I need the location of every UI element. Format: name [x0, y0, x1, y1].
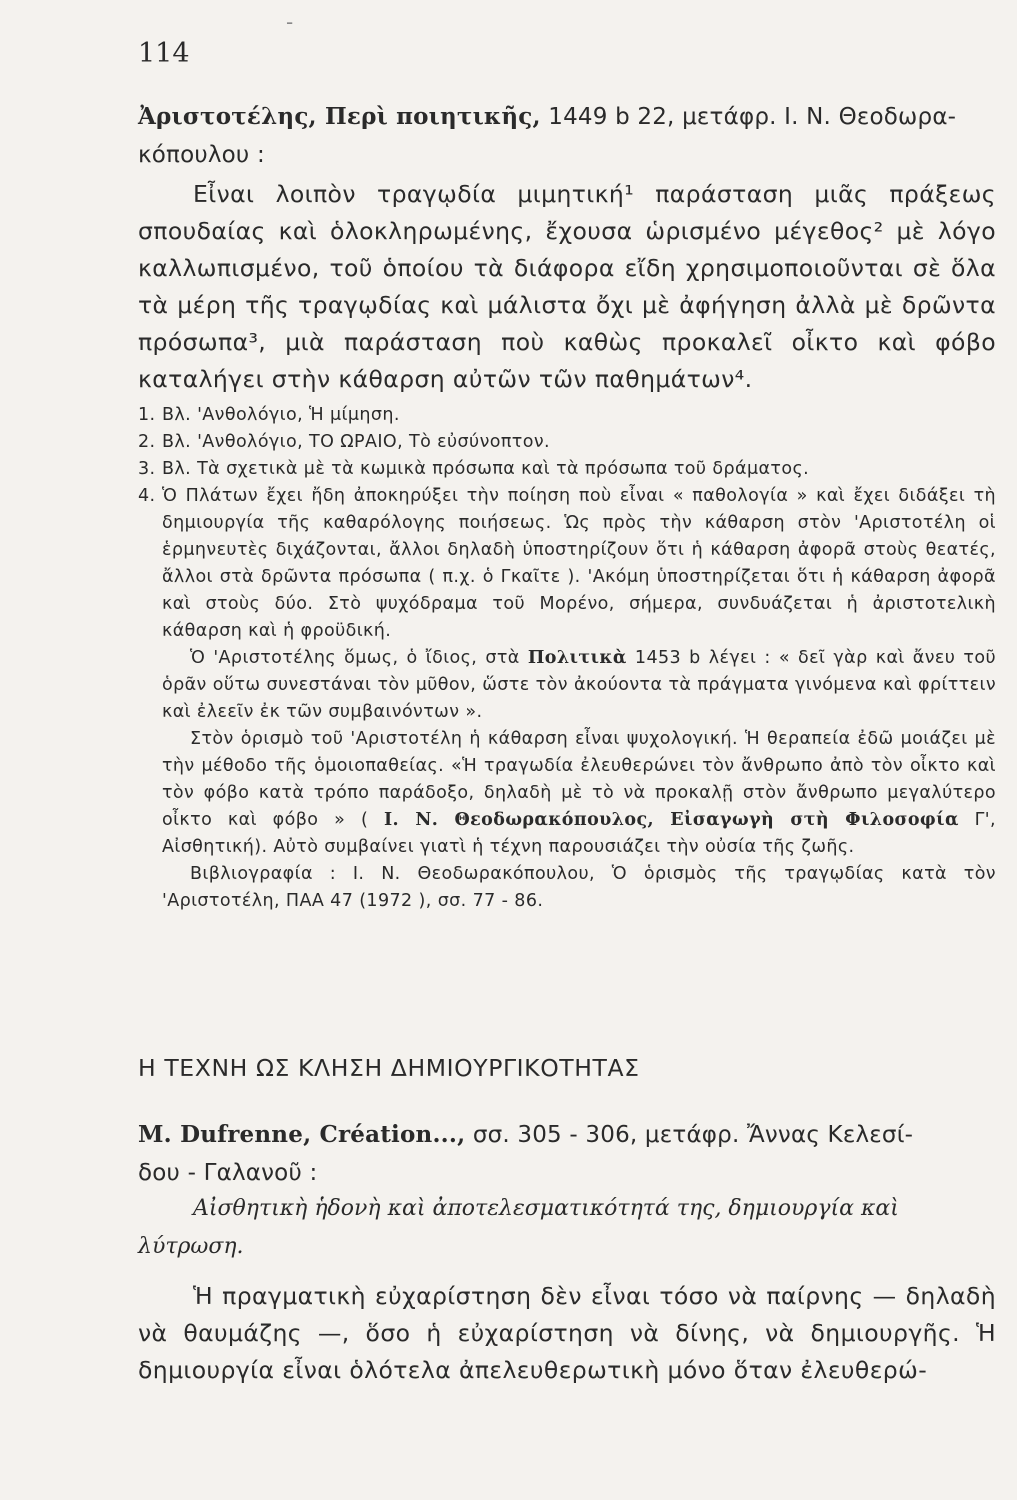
footnotes	[138, 402, 996, 915]
footnote-politics-paragraph	[162, 645, 996, 726]
footnote-number: 3.	[138, 459, 156, 479]
footnote-1	[138, 402, 996, 429]
citation-aristotle	[138, 98, 996, 174]
footnote-text: Ὁ Πλάτων ἔχει ἤδη ἀποκηρύξει τὴν ποίηση ποὺ εἶναι « παθολογία » καὶ ἔχει διδάξει τὴ δημιουργία τῆς καθαρόλογης ποιήσεως. Ὡς πρὸς τὴν κάθαρση στὸν 'Αριστοτέλη οἱ ἑρμηνευτὲς διχάζονται, ἄλλοι δηλαδὴ ὑποστηρίζουν ὅτι ἡ κάθαρση ἀφορᾶ στοὺς θεατές, ἄλλοι στὰ δρῶντα πρόσωπα ( π.χ. ὁ Γκαῖτε ). 'Ακόμη ὑποστηρίζεται ὅτι ἡ κάθαρση ἀφορᾶ καὶ στοὺς δύο. Στὸ ψυχόδραμα τοῦ Μορένο, σήμερα, συνδυάζεται ἡ ἀριστοτελικὴ κάθαρση καὶ ἡ φροϋδική.	[162, 486, 996, 641]
fn-text: 1453 b λέγει : « δεῖ γὰρ καὶ ἄνευ τοῦ ὁρᾶν οὕτω συνεστάναι τὸν μῦθον, ὥστε τὸν ἀκούοντα τὰ πράγματα γινόμενα καὶ φρίττειν καὶ ἐλεεῖν ἐκ τῶν συμβαινόντων ».	[162, 648, 996, 722]
footnote-3	[138, 456, 996, 483]
footnote-2	[138, 429, 996, 456]
footnote-text: Βλ. 'Ανθολόγιο, ΤΟ ΩΡΑΙΟ, Τὸ εὐσύνοπτον.	[162, 432, 550, 452]
italic-subtitle: Αἰσθητικὴ ἡδονὴ καὶ ἀποτελεσματικότητά της, δημιουργία καὶ λύτρωση.	[138, 1196, 899, 1259]
footnote-bibliography: Βιβλιογραφία : Ι. Ν. Θεοδωρακόπουλου, Ὁ ὁρισμὸς τῆς τραγῳδίας κατὰ τὸν 'Αριστοτέλη, ΠΑΑ 47 (1972 ), σσ. 77 - 86.	[162, 864, 996, 911]
footnote-text: Βλ. 'Ανθολόγιο, Ἡ μίμηση.	[162, 405, 400, 425]
footnote-number: 1.	[138, 405, 156, 425]
footnote-number: 4.	[138, 486, 156, 506]
aristotle-definition-paragraph: Εἶναι λοιπὸν τραγῳδία μιμητική¹ παράσταση μιᾶς πράξεως σπουδαίας καὶ ὁλοκληρωμένης, ἔχουσα ὡρισμένο μέγεθος² μὲ λόγο καλλωπισμένο, τοῦ ὁποίου τὰ διάφορα εἴδη χρησιμοποιοῦνται σὲ ὅλα τὰ μέρη τῆς τραγῳδίας καὶ μάλιστα ὄχι μὲ ἀφήγηση ἀλλὰ μὲ δρῶντα πρόσωπα³, μιὰ παράσταση ποὺ καθὼς προκαλεῖ οἶκτο καὶ φόβο καταλήγει στὴν κάθαρση αὐτῶν τῶν παθημάτων⁴.	[138, 180, 996, 393]
footnote-number: 2.	[138, 432, 156, 452]
citation-details: 1449 b 22, μετάφρ. Ι. Ν. Θεοδωρα-	[548, 104, 957, 130]
fn-text: Στὸν ὁρισμὸ τοῦ 'Αριστοτέλη ἡ κάθαρση εἶναι ψυχολογική. Ἡ θεραπεία ἐδῶ μοιάζει μὲ τὴν μέθοδο τῆς ὁμοιοπαθείας. «Ἡ τραγωδία ἐλευθερώνει τὸν ἄνθρωπο ἀπὸ τὸν οἶκτο καὶ τὸν φόβο κατὰ τρόπο παράδοξο, δηλαδὴ μὲ τὸ νὰ προκαλῇ στὸν ἄνθρωπο μεγαλύτερο οἶκτο καὶ φόβο » (	[162, 729, 996, 830]
dufrenne-paragraph: Ἡ πραγματικὴ εὐχαρίστηση δὲν εἶναι τόσο νὰ παίρνης — δηλαδὴ νὰ θαυμάζης —, ὅσο ἡ εὐχαρίστηση νὰ δίνης, νὰ δημιουργῆς. Ἡ δημιουργία εἶναι ὁλότελα ἀπελευθερωτικὴ μόνο ὅταν ἐλευθερώ-	[138, 1282, 996, 1384]
section-heading: Η ΤΕΧΝΗ ΩΣ ΚΛΗΣΗ ΔΗΜΙΟΥΡΓΙΚΟΤΗΤΑΣ	[138, 1054, 640, 1082]
citation-author-work: Ἀριστοτέλης, Περὶ ποιητικῆς,	[138, 103, 541, 130]
fn-text: Ὁ 'Αριστοτέλης ὅμως, ὁ ἴδιος, στὰ	[190, 648, 520, 668]
footnote-4	[138, 483, 996, 645]
citation-dufrenne	[138, 1116, 996, 1192]
citation-details-cont: κόπουλου :	[138, 142, 265, 168]
fn-text: Γ', Αἰσθητική). Αὐτὸ συμβαίνει γιατὶ ἡ τέχνη παρουσιάζει τὴν οὐσία τῆς ζωῆς.	[162, 810, 996, 857]
citation-details-cont: δου - Γαλανοῦ :	[138, 1160, 318, 1186]
footnote-catharsis-paragraph	[162, 726, 996, 861]
top-mark: -	[286, 10, 294, 34]
fn-bold-title: Ι. Ν. Θεοδωρακόπουλος, Εἰσαγωγὴ στὴ Φιλοσοφία	[383, 810, 959, 830]
footnote-text: Βλ. Τὰ σχετικὰ μὲ τὰ κωμικὰ πρόσωπα καὶ τὰ πρόσωπα τοῦ δράματος.	[162, 459, 810, 479]
citation-author-work: M. Dufrenne, Création...,	[138, 1121, 466, 1148]
page-number: 114	[138, 38, 190, 69]
fn-bold-title: Πολιτικὰ	[527, 648, 627, 668]
citation-details: σσ. 305 - 306, μετάφρ. Ἄννας Κελεσί-	[472, 1122, 914, 1148]
